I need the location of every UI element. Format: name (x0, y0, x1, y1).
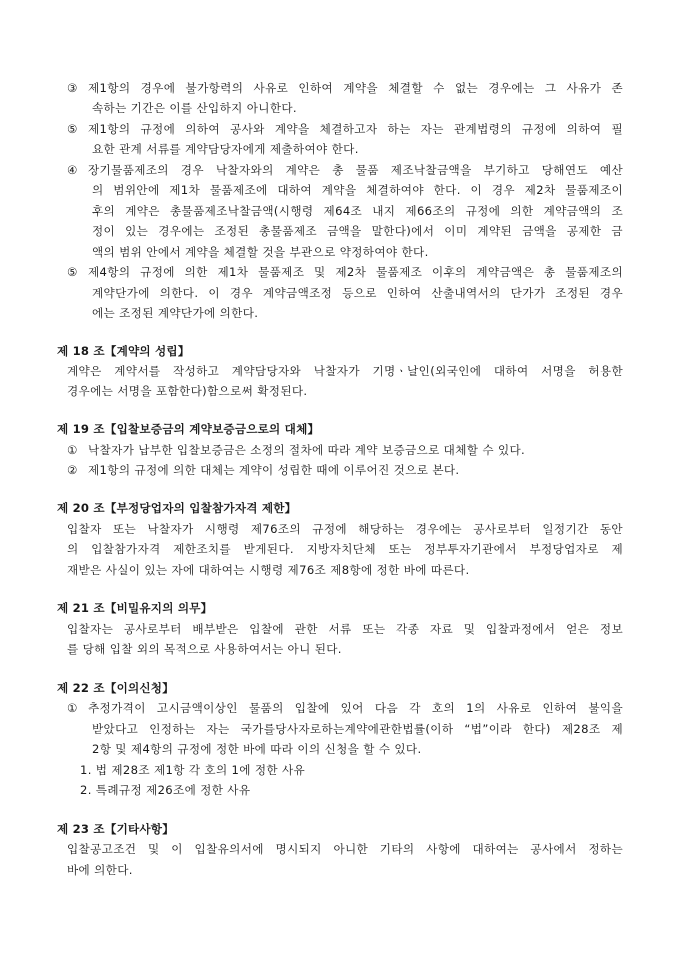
paragraph-line: 입찰자 또는 낙찰자가 시행령 제76조의 규정에 해당하는 경우에는 공사로부터 일정기간 동안 (67, 522, 623, 536)
paragraph-line: 제1항의 규정에 의한 대체는 계약이 성립한 때에 이루어진 것으로 본다. (88, 463, 460, 477)
paragraph-line: 제1항의 규정에 의하여 공사와 계약을 체결하고자 하는 자는 관계법령의 규정에 의하여 필 (88, 122, 623, 136)
item-marker: ③ (67, 81, 78, 95)
paragraph-line: 경우에는 서명을 포함한다)함으로써 확정된다. (67, 384, 308, 398)
paragraph-line: 입찰공고조건 및 이 입찰유의서에 명시되지 아니한 기타의 사항에 대하여는 공사에서 정하는 (67, 842, 623, 856)
article-heading: 제 18 조【계약의 성립】 (57, 344, 190, 358)
item-marker: ② (67, 463, 78, 477)
paragraph-line: 계약은 계약서를 작성하고 계약담당자와 낙찰자가 기명ㆍ날인(외국인에 대하여 서명을 허용한 (67, 364, 623, 378)
paragraph-line: 를 당해 입찰 외의 목적으로 사용하여서는 아니 된다. (67, 642, 342, 656)
article-heading: 제 22 조【이의신청】 (57, 681, 174, 695)
article-heading: 제 21 조【비밀유지의 의무】 (57, 601, 213, 615)
paragraph-line: 입찰자는 공사로부터 배부받은 입찰에 관한 서류 또는 각종 자료 및 입찰과정에서 얻은 정보 (67, 622, 623, 636)
paragraph-line: 2항 및 제4항의 규정에 정한 바에 따라 이의 신청을 할 수 있다. (92, 742, 422, 756)
paragraph-line: 계약단가에 의한다. 이 경우 계약금액조정 등으로 인하여 산출내역서의 단가가 조정된 경우 (92, 286, 623, 300)
item-marker: ① (67, 701, 78, 715)
sub-item: 2. 특례규정 제26조에 정한 사유 (80, 783, 251, 797)
paragraph-line: 의 입찰참가자격 제한조치를 받게된다. 지방자치단체 또는 정부투자기관에서 부정당업자로 제 (67, 542, 623, 556)
paragraph-line: 장기물품제조의 경우 낙찰자와의 계약은 총 물품 제조낙찰금액을 부기하고 당해연도 예산 (88, 163, 623, 177)
paragraph-line: 재받은 사실이 있는 자에 대하여는 시행령 제76조 제8항에 정한 바에 따른다. (67, 563, 470, 577)
paragraph-line: 받았다고 인정하는 자는 국가를당사자로하는계약에관한법률(이하 “법”이라 한다) 제28조 제 (92, 722, 623, 736)
paragraph-line: 후의 계약은 총물품제조낙찰금액(시행령 제64조 내지 제66조의 규정에 의한 계약금액의 조 (92, 204, 623, 218)
item-marker: ⑤ (67, 122, 78, 136)
paragraph-line: 의 범위안에 제1차 물품제조에 대하여 계약을 체결하여야 한다. 이 경우 제2차 물품제조이 (92, 183, 623, 197)
paragraph-line: 요한 관계 서류를 계약담당자에게 제출하여야 한다. (92, 142, 359, 156)
article-heading: 제 20 조【부정당업자의 입찰참가자격 제한】 (57, 501, 297, 515)
item-marker: ⑤ (67, 265, 78, 279)
item-marker: ④ (67, 163, 78, 177)
paragraph-line: 낙찰자가 납부한 입찰보증금은 소정의 절차에 따라 계약 보증금으로 대체할 수 있다. (88, 443, 526, 457)
paragraph-line: 액의 범위 안에서 계약을 체결할 것을 부관으로 약정하여야 한다. (92, 245, 429, 259)
paragraph-line: 제4항의 규정에 의한 제1차 물품제조 및 제2차 물품제조 이후의 계약금액은 총 물품제조의 (88, 265, 623, 279)
paragraph-line: 추정가격이 고시금액이상인 물품의 입찰에 있어 다음 각 호의 1의 사유로 인하여 불익을 (88, 701, 623, 715)
paragraph-line: 속하는 기간은 이를 산입하지 아니한다. (92, 101, 297, 115)
item-marker: ① (67, 443, 78, 457)
article-heading: 제 19 조【입찰보증금의 계약보증금으로의 대체】 (57, 422, 320, 436)
paragraph-line: 정이 있는 경우에는 조정된 총물품제조 금액을 말한다)에서 이미 계약된 금액을 공제한 금 (92, 224, 623, 238)
paragraph-line: 바에 의한다. (67, 863, 133, 877)
article-heading: 제 23 조【기타사항】 (57, 822, 174, 836)
paragraph-line: 제1항의 경우에 불가항력의 사유로 인하여 계약을 체결할 수 없는 경우에는 그 사유가 존 (88, 81, 623, 95)
paragraph-line: 에는 조정된 계약단가에 의한다. (92, 306, 259, 320)
sub-item: 1. 법 제28조 제1항 각 호의 1에 정한 사유 (80, 763, 306, 777)
